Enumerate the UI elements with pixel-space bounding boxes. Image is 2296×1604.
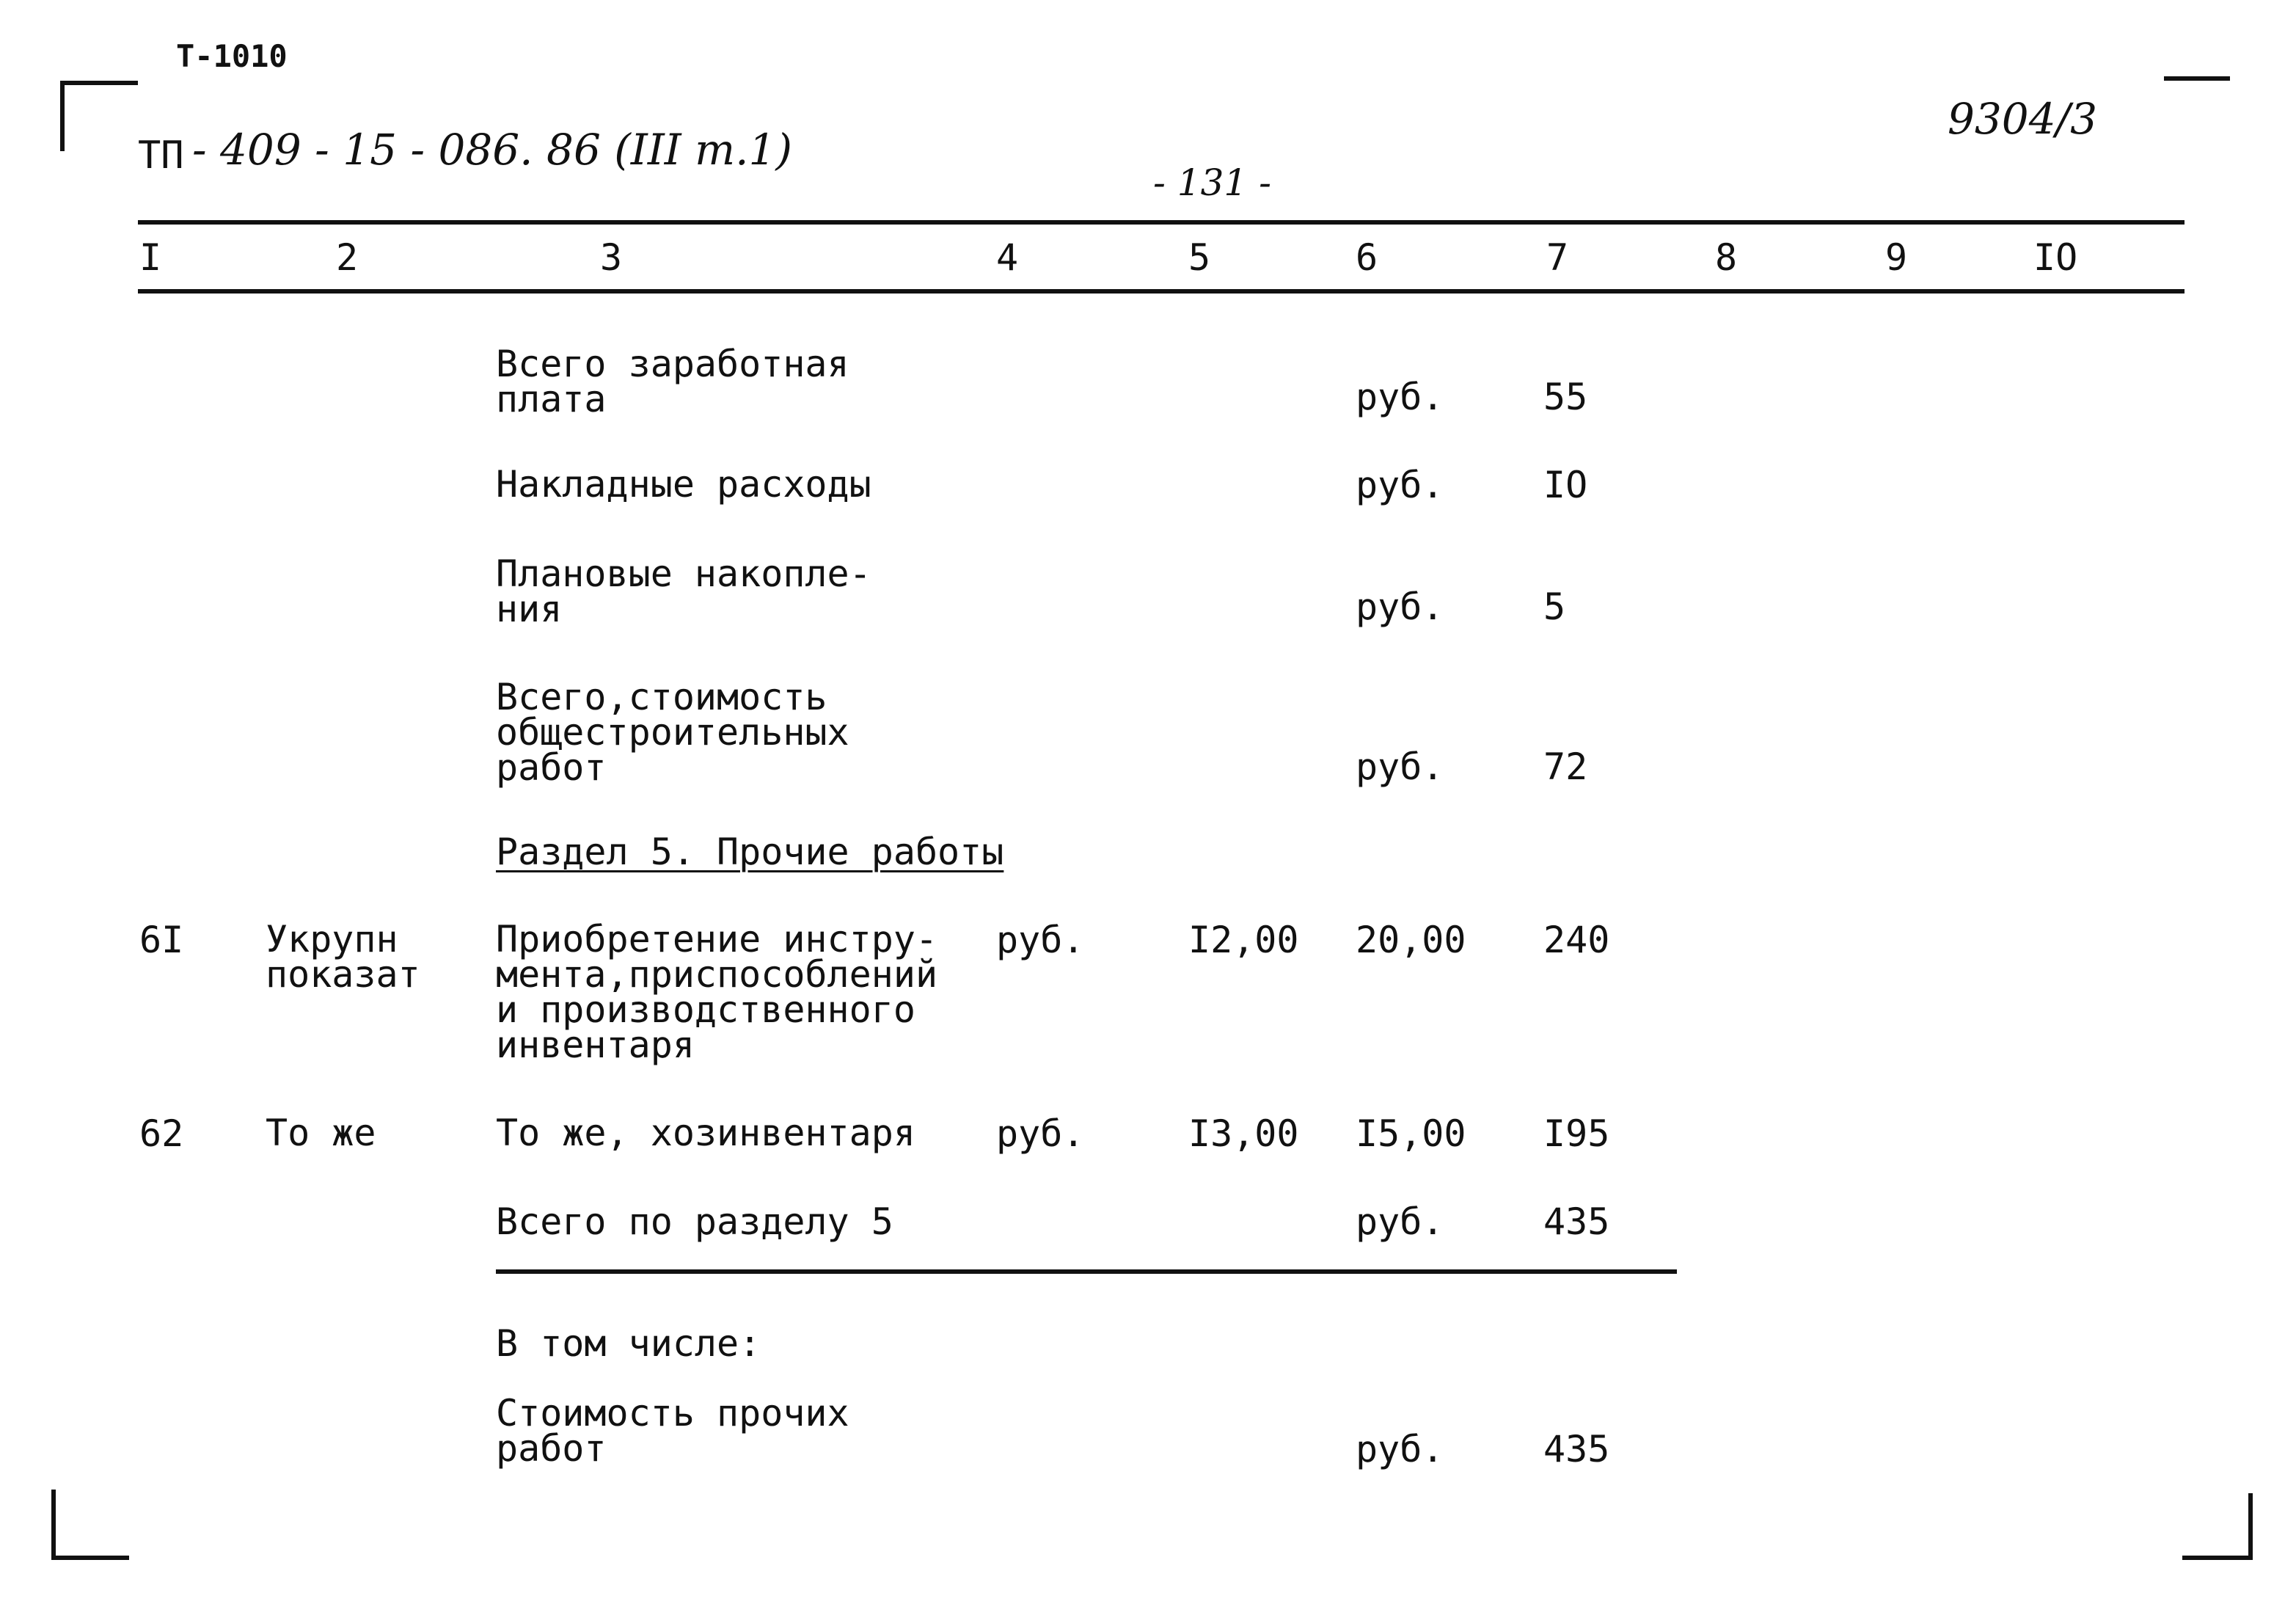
item-measure: руб. [996, 1112, 1085, 1155]
corner-mark-top-left [60, 81, 138, 151]
section-total-value: 435 [1543, 1200, 1610, 1243]
including-label: В том числе: [496, 1322, 761, 1365]
item-basis: Укрупн показат [266, 918, 420, 996]
item-total: 240 [1543, 919, 1610, 961]
document-title-handwritten: - 409 - 15 - 086. 86 (III т.1) [192, 125, 793, 175]
column-header-6: 6 [1356, 236, 1378, 279]
other-cost-label: Стоимость прочих работ [496, 1392, 849, 1470]
section-heading: Раздел 5. Прочие работы [496, 831, 1004, 873]
corner-mark-bottom-right [2182, 1493, 2253, 1560]
column-header-10: IO [2033, 236, 2078, 279]
column-header-2: 2 [336, 236, 359, 279]
row-description: Накладные расходы [496, 463, 871, 506]
page-number: - 131 - [1153, 161, 1272, 204]
row-unit: руб. [1356, 586, 1444, 628]
row-unit: руб. [1356, 464, 1444, 506]
item-quantity: I3,00 [1188, 1112, 1299, 1155]
row-total: 55 [1543, 376, 1588, 418]
column-header-3: 3 [600, 236, 623, 279]
row-description: Всего заработная плата [496, 343, 849, 420]
corner-mark-bottom-left [51, 1490, 129, 1560]
row-total: IO [1543, 464, 1588, 506]
row-total: 5 [1543, 586, 1566, 628]
item-measure: руб. [996, 919, 1085, 961]
column-header-4: 4 [996, 236, 1019, 279]
row-description: Всего,стоимость общестроительных работ [496, 676, 849, 789]
header-top-rule [138, 220, 2185, 225]
column-header-5: 5 [1188, 236, 1211, 279]
row-total: 72 [1543, 746, 1588, 788]
item-number: 62 [139, 1112, 184, 1155]
item-description: То же, хозинвентаря [496, 1112, 915, 1154]
column-header-9: 9 [1885, 236, 1908, 279]
section-total-rule [496, 1269, 1677, 1274]
column-header-7: 7 [1546, 236, 1569, 279]
item-quantity: I2,00 [1188, 919, 1299, 961]
document-title-prefix: ТП [138, 134, 184, 178]
section-total-label: Всего по разделу 5 [496, 1200, 893, 1243]
row-description: Плановые накопле- ния [496, 553, 871, 630]
header-bottom-rule [138, 289, 2185, 294]
row-unit: руб. [1356, 376, 1444, 418]
document-code: Т-1010 [176, 38, 288, 74]
other-cost-value: 435 [1543, 1428, 1610, 1470]
item-basis: То же [266, 1112, 376, 1154]
item-description: Приобретение инстру- мента,приспособлений и производственного инвентаря [496, 918, 938, 1066]
column-header-1: I [139, 236, 162, 279]
item-total: I95 [1543, 1112, 1610, 1155]
row-unit: руб. [1356, 746, 1444, 788]
item-number: 6I [139, 919, 184, 961]
item-price: I5,00 [1356, 1112, 1466, 1155]
column-header-8: 8 [1715, 236, 1738, 279]
inventory-number: 9304/3 [1948, 94, 2098, 144]
other-cost-unit: руб. [1356, 1428, 1444, 1470]
corner-mark-top-right [2164, 76, 2230, 81]
item-price: 20,00 [1356, 919, 1466, 961]
section-total-unit: руб. [1356, 1200, 1444, 1243]
